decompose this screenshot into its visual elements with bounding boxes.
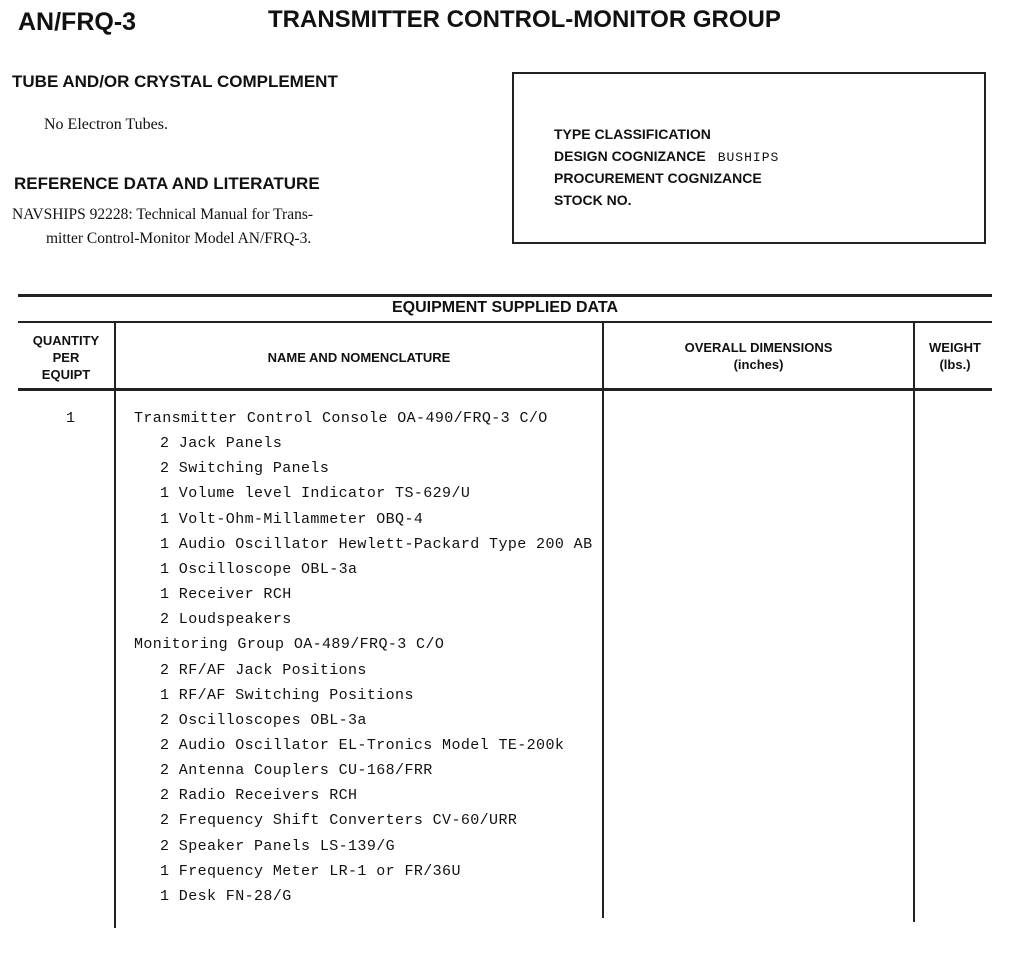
component-item: 2 Switching Panels bbox=[160, 460, 330, 478]
design-cognizance-label: DESIGN COGNIZANCE bbox=[554, 148, 706, 164]
table-title-rule bbox=[18, 321, 992, 323]
component-item: 1 Audio Oscillator Hewlett-Packard Type 200 AB bbox=[160, 535, 593, 553]
table-title: EQUIPMENT SUPPLIED DATA bbox=[391, 299, 619, 316]
component-item: 1 Frequency Meter LR-1 or FR/36U bbox=[160, 862, 461, 880]
component-item: 2 Audio Oscillator EL-Tronics Model TE-200k bbox=[160, 736, 565, 754]
component-item: 1 Volume level Indicator TS-629/U bbox=[160, 485, 471, 503]
component-item: 1 RF/AF Switching Positions bbox=[160, 686, 414, 704]
table-header-rule bbox=[18, 388, 992, 391]
col-header-quantity-line-3: EQUIPT bbox=[41, 367, 91, 382]
tube-complement-text: No Electron Tubes. bbox=[44, 116, 168, 133]
component-item: 2 Loudspeakers bbox=[160, 611, 292, 629]
component-item: 2 RF/AF Jack Positions bbox=[160, 661, 367, 679]
reference-line-2: mitter Control-Monitor Model AN/FRQ-3. bbox=[46, 230, 312, 247]
group-item: Transmitter Control Console OA-490/FRQ-3 C/O bbox=[134, 410, 548, 427]
reference-heading: REFERENCE DATA AND LITERATURE bbox=[14, 174, 320, 193]
tube-complement-heading: TUBE AND/OR CRYSTAL COMPLEMENT bbox=[12, 72, 338, 91]
column-divider-2 bbox=[602, 322, 604, 918]
reference-line-1: NAVSHIPS 92228: Technical Manual for Trans- bbox=[12, 206, 314, 223]
component-item: 2 Jack Panels bbox=[160, 435, 283, 453]
col-header-quantity-line-1: QUANTITY bbox=[32, 333, 100, 348]
group-item: Monitoring Group OA-489/FRQ-3 C/O bbox=[134, 636, 445, 654]
component-item: 1 Volt-Ohm-Millammeter OBQ-4 bbox=[160, 510, 424, 528]
page-title: TRANSMITTER CONTROL-MONITOR GROUP bbox=[268, 6, 781, 33]
type-classification-label: TYPE CLASSIFICATION bbox=[554, 126, 711, 142]
component-item: 2 Antenna Couplers CU-168/FRR bbox=[160, 762, 433, 780]
design-cognizance-value: BUSHIPS bbox=[717, 150, 780, 165]
stock-number-label: STOCK NO. bbox=[554, 192, 632, 208]
model-number: AN/FRQ-3 bbox=[18, 8, 137, 36]
col-header-weight bbox=[915, 339, 995, 373]
type-classification-box bbox=[512, 72, 986, 244]
design-cognizance-row bbox=[554, 148, 779, 165]
col-header-name: NAME AND NOMENCLATURE bbox=[267, 350, 451, 365]
component-item: 2 Radio Receivers RCH bbox=[160, 787, 358, 805]
column-divider-1 bbox=[114, 322, 116, 928]
quantity-value: 1 bbox=[66, 410, 76, 427]
component-item: 2 Frequency Shift Converters CV-60/URR bbox=[160, 812, 518, 830]
col-header-quantity-line-2: PER bbox=[52, 350, 80, 365]
col-header-dimensions bbox=[604, 339, 913, 373]
component-item: 1 Oscilloscope OBL-3a bbox=[160, 560, 358, 578]
procurement-cognizance-label: PROCUREMENT COGNIZANCE bbox=[554, 170, 762, 186]
table-top-rule bbox=[18, 294, 992, 297]
component-item: 2 Oscilloscopes OBL-3a bbox=[160, 711, 367, 729]
col-header-weight-line-1: WEIGHT bbox=[929, 340, 981, 355]
component-item: 1 Receiver RCH bbox=[160, 586, 292, 604]
col-header-dimensions-line-1: OVERALL DIMENSIONS bbox=[684, 340, 833, 355]
component-item: 2 Speaker Panels LS-139/G bbox=[160, 837, 396, 855]
col-header-dimensions-line-2: (inches) bbox=[733, 357, 784, 372]
col-header-quantity bbox=[20, 332, 112, 383]
col-header-weight-line-2: (lbs.) bbox=[939, 357, 971, 372]
component-item: 1 Desk FN-28/G bbox=[160, 887, 292, 905]
column-divider-3 bbox=[913, 322, 915, 922]
